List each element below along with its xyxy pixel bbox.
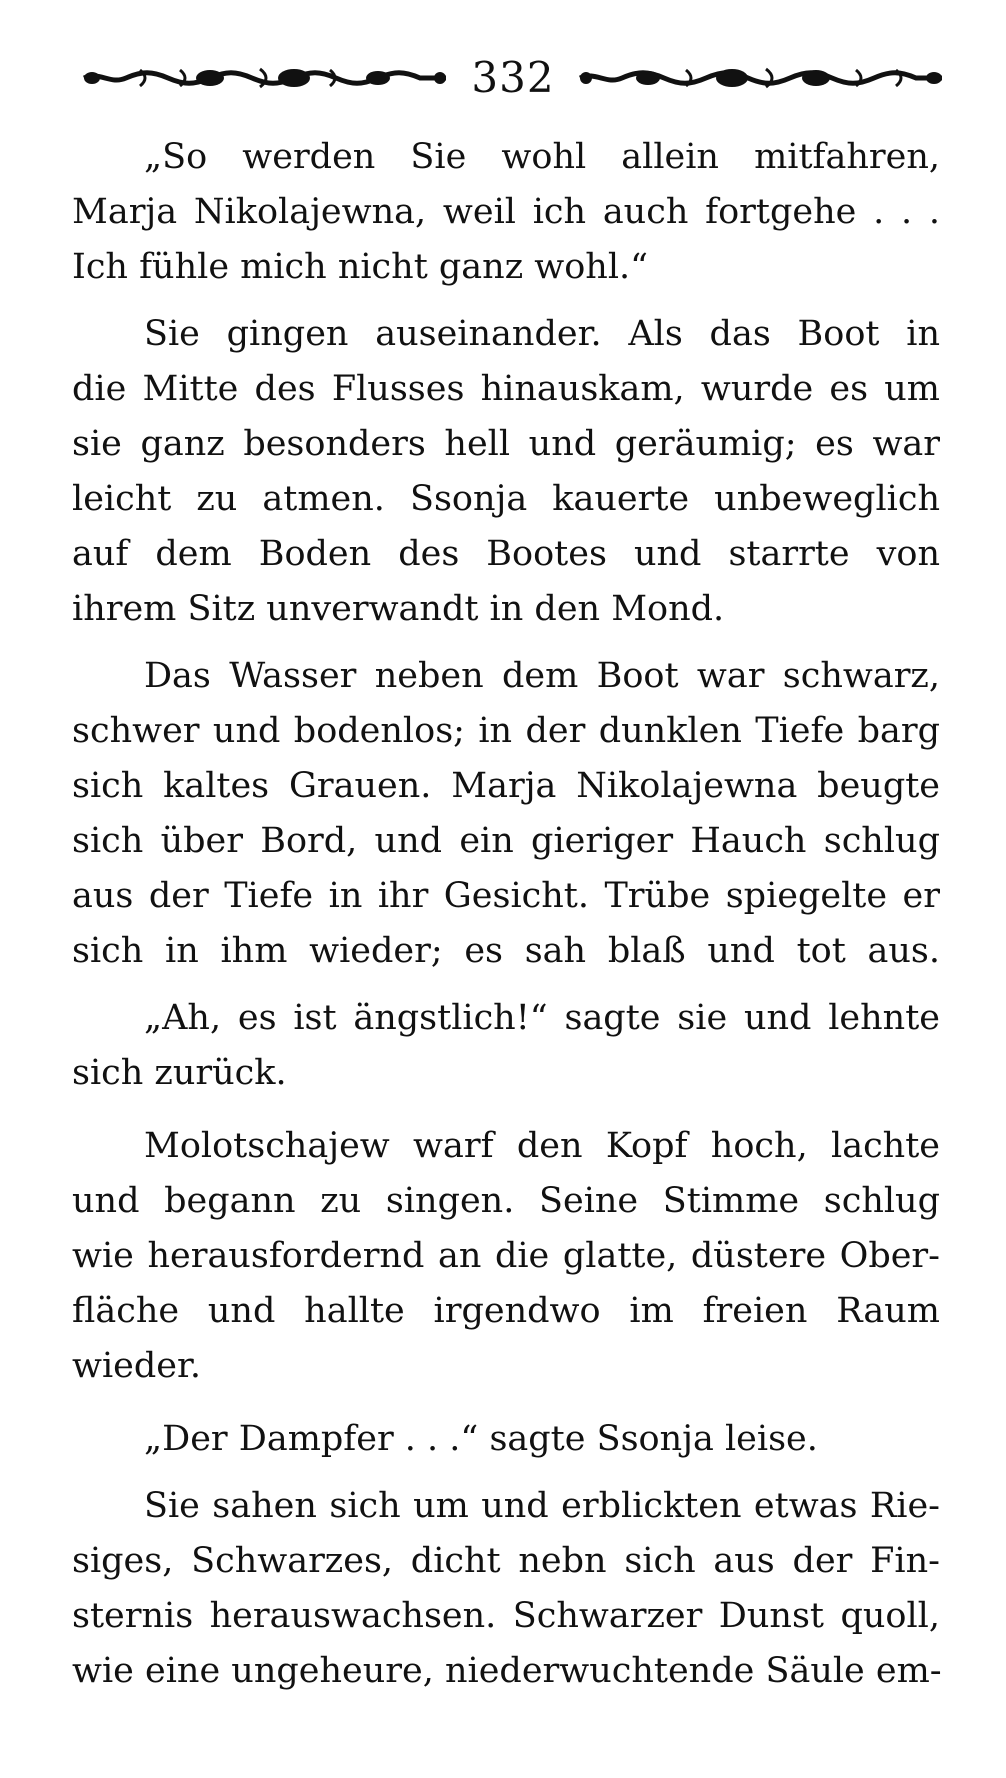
text-line: aus der Tiefe in ihr Gesicht. Trübe spiegelte er bbox=[72, 876, 940, 916]
text-line: sie ganz besonders hell und geräumig; es war bbox=[72, 424, 940, 464]
text-line: schwer und bodenlos; in der dunklen Tiefe barg bbox=[72, 711, 940, 751]
text-line: „Der Dampfer . . .“ sagte Ssonja leise. bbox=[144, 1419, 818, 1459]
text-line: die Mitte des Flusses hinauskam, wurde es um bbox=[72, 369, 940, 409]
text-line: Marja Nikolajewna, weil ich auch fortgehe . . . bbox=[72, 192, 940, 232]
text-line: auf dem Boden des Bootes und starrte von bbox=[72, 534, 940, 574]
text-line: sich über Bord, und ein gieriger Hauch schlug bbox=[72, 821, 940, 861]
paragraph-1 bbox=[72, 130, 940, 295]
page-header bbox=[80, 48, 946, 108]
text-line: Sie sahen sich um und erblickten etwas Rie- bbox=[144, 1486, 940, 1526]
text-line: sich in ihm wieder; es sah blaß und tot aus. bbox=[72, 931, 940, 971]
text-line: ihrem Sitz unverwandt in den Mond. bbox=[72, 589, 725, 629]
text-line: Molotschajew warf den Kopf hoch, lachte bbox=[144, 1126, 940, 1166]
text-line: „So werden Sie wohl allein mitfahren, bbox=[144, 137, 940, 177]
left-ornament-icon bbox=[80, 65, 450, 91]
text-line: sich kaltes Grauen. Marja Nikolajewna beugte bbox=[72, 766, 940, 806]
paragraph-5 bbox=[72, 1119, 940, 1394]
paragraph-4 bbox=[72, 991, 940, 1101]
text-line: wie herausfordernd an die glatte, düstere Ober- bbox=[72, 1236, 940, 1276]
text-line: wieder. bbox=[72, 1346, 201, 1386]
text-line: sternis herauswachsen. Schwarzer Dunst quoll, bbox=[72, 1596, 940, 1636]
text-line: fläche und hallte irgendwo im freien Raum bbox=[72, 1291, 940, 1331]
paragraph-6 bbox=[72, 1412, 940, 1467]
right-ornament-icon bbox=[576, 65, 946, 91]
text-line: und begann zu singen. Seine Stimme schlug bbox=[72, 1181, 940, 1221]
text-line: wie eine ungeheure, niederwuchtende Säule em- bbox=[72, 1651, 942, 1691]
paragraph-2 bbox=[72, 307, 940, 637]
body-text bbox=[72, 130, 940, 1699]
text-line: Ich fühle mich nicht ganz wohl.“ bbox=[72, 247, 649, 287]
text-line: „Ah, es ist ängstlich!“ sagte sie und lehnte bbox=[144, 998, 940, 1038]
text-line: Das Wasser neben dem Boot war schwarz, bbox=[144, 656, 940, 696]
paragraph-7 bbox=[72, 1479, 940, 1699]
text-line: siges, Schwarzes, dicht nebn sich aus der Fin- bbox=[72, 1541, 940, 1581]
text-line: Sie gingen auseinander. Als das Boot in bbox=[144, 314, 940, 354]
text-line: leicht zu atmen. Ssonja kauerte unbeweglich bbox=[72, 479, 940, 519]
paragraph-3 bbox=[72, 649, 940, 979]
page-number: 332 bbox=[471, 53, 555, 102]
text-line: sich zurück. bbox=[72, 1053, 287, 1093]
